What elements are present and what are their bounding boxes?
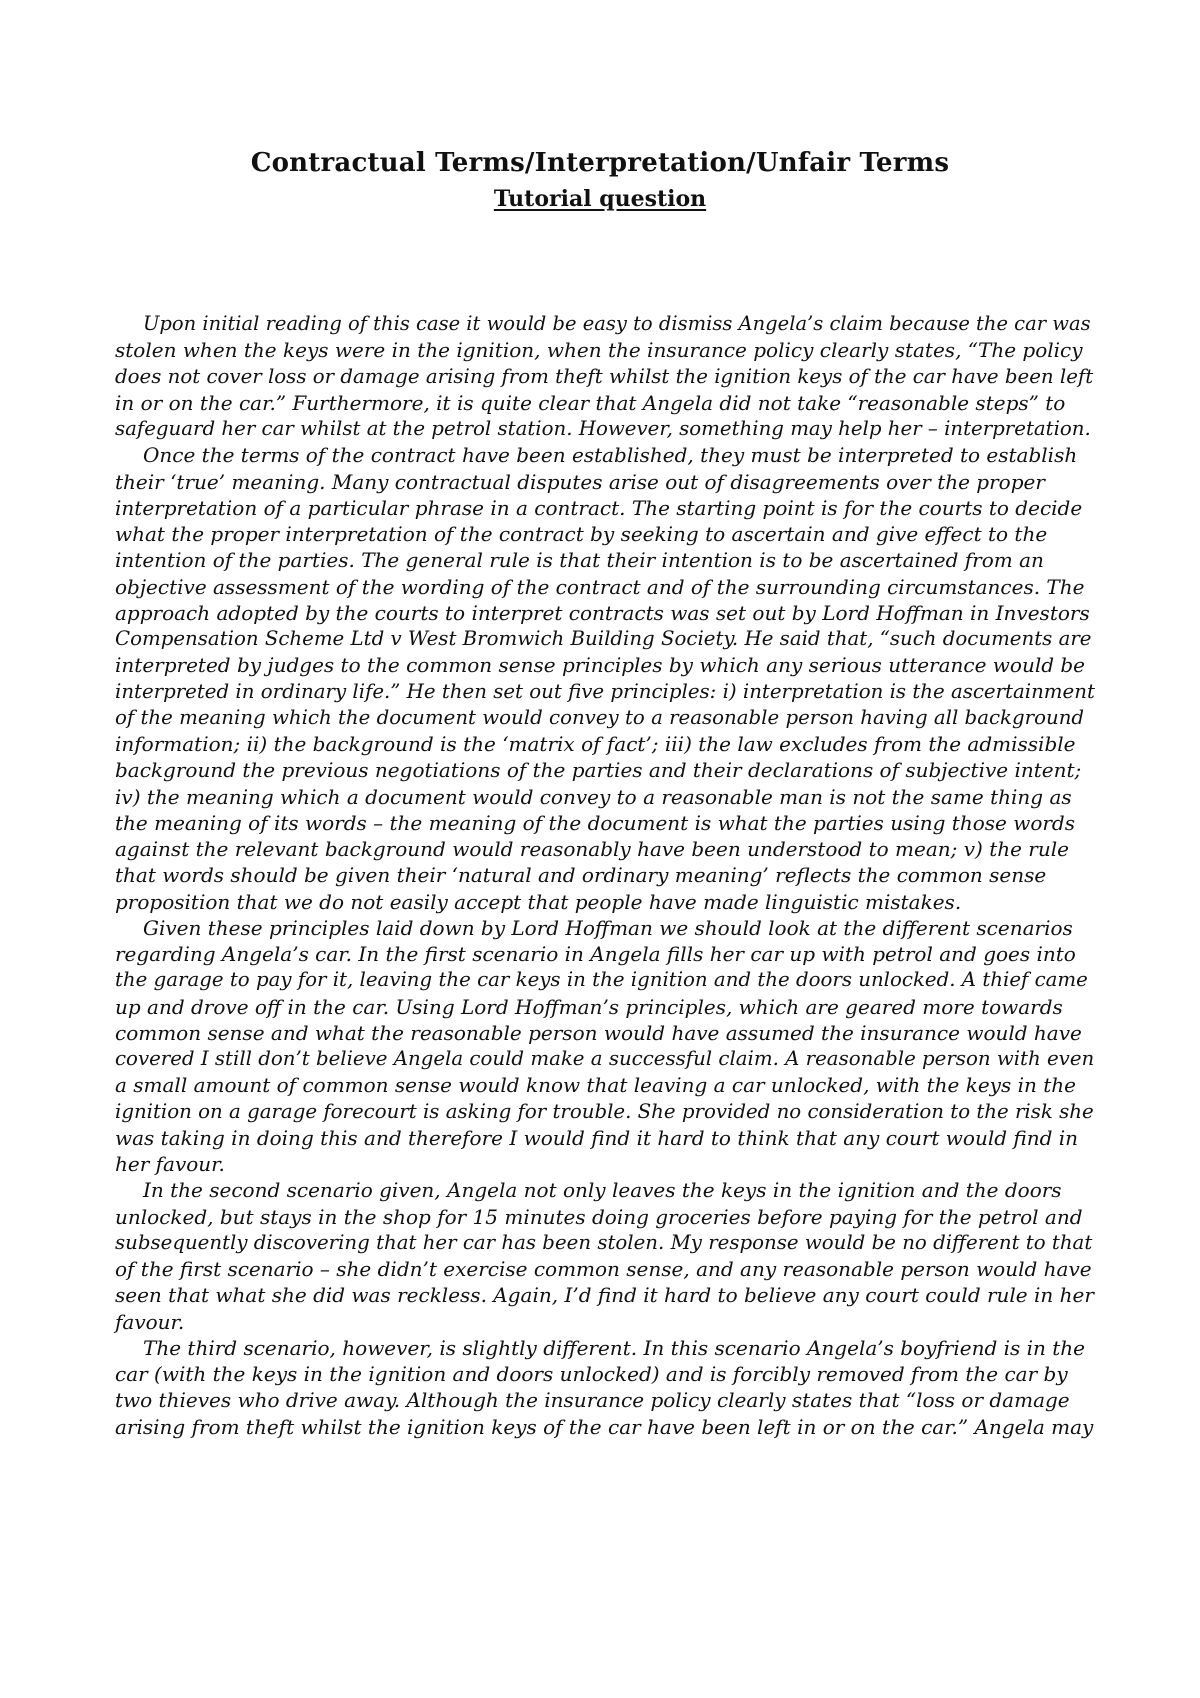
text-line: a small amount of common sense would know that leaving a car unlocked, with the keys in the [115,1073,1076,1098]
text-line: her favour. [115,1152,225,1176]
text-line: proposition that we do not easily accept that people have made linguistic mistakes. [115,889,962,914]
text-line: Compensation Scheme Ltd v West Bromwich Building Society. He said that, “such documents are [115,627,1092,650]
text-line: Once the terms of the contract have been established, they must be interpreted to establish [143,443,1078,468]
text-line: common sense and what the reasonable person would have assumed the insurance would have [115,1020,1082,1045]
text-line: unlocked, but stays in the shop for 15 minutes doing groceries before paying for the petrol and [115,1204,1083,1229]
text-line: arising from theft whilst the ignition keys of the car have been left in or on the car.” Angela may [115,1414,1094,1439]
text-line: iv) the meaning which a document would convey to a reasonable man is not the same thing as [115,784,1072,809]
text-line: two thieves who drive away. Although the insurance policy clearly states that “loss or damage [115,1388,1070,1413]
document-body [115,311,1095,1440]
text-line: up and drove off in the car. Using Lord Hoffman’s principles, which are geared more towards [115,994,1063,1019]
paragraph-5 [115,1335,1095,1440]
text-line: car (with the keys in the ignition and doors unlocked) and is forcibly removed from the car by [115,1362,1068,1386]
text-line: subsequently discovering that her car has been stolen. My response would be no different to that [115,1230,1093,1254]
text-line: In the second scenario given, Angela not only leaves the keys in the ignition and the doors [143,1178,1062,1203]
text-line: was taking in doing this and therefore I would find it hard to think that any court would find in [115,1125,1079,1150]
text-line: in or on the car.” Furthermore, it is quite clear that Angela did not take “reasonable steps” to [115,390,1066,415]
text-line: covered I still don’t believe Angela could make a successful claim. A reasonable person with even [115,1047,1095,1070]
paragraph-3 [115,915,1095,1178]
text-line: regarding Angela’s car. In the first scenario in Angela fills her car up with petrol and goes into [115,942,1076,966]
paragraph-2 [115,442,1095,915]
text-line: Upon initial reading of this case it would be easy to dismiss Angela’s claim because the car was [143,312,1091,335]
text-line: of the meaning which the document would convey to a reasonable person having all background [115,705,1085,729]
text-line: what the proper interpretation of the contract by seeking to ascertain and give effect to the [115,522,1048,546]
text-line: background the previous negotiations of the parties and their declarations of subjective intent; [115,758,1082,783]
document-subtitle: Tutorial question [493,186,707,212]
text-line: the meaning of its words – the meaning of the document is what the parties using those words [115,810,1075,835]
text-line: interpreted by judges to the common sense principles by which any serious utterance would be [115,653,1086,678]
paragraph-4 [115,1177,1095,1335]
text-line: Given these principles laid down by Lord Hoffman we should look at the different scenarios [143,915,1073,940]
text-line: against the relevant background would reasonably have been understood to mean; v) the rule [115,837,1069,861]
text-line: The third scenario, however, is slightly different. In this scenario Angela’s boyfriend is in the [143,1335,1086,1360]
text-line: information; ii) the background is the ‘matrix of fact’; iii) the law excludes from the admissible [115,732,1076,756]
paragraph-1 [115,311,1095,442]
text-line: the garage to pay for it, leaving the car keys in the ignition and the doors unlocked. A thief came [115,968,1088,992]
text-line: ignition on a garage forecourt is asking for trouble. She provided no consideration to the risk she [115,1099,1094,1123]
text-line: approach adopted by the courts to interpret contracts was set out by Lord Hoffman in Investors [115,600,1090,625]
text-line: safeguard her car whilst at the petrol station. However, something may help her – interpretation. [115,417,1091,440]
text-line: of the first scenario – she didn’t exercise common sense, and any reasonable person would have [115,1257,1092,1281]
text-line: favour. [115,1309,185,1334]
text-line: interpretation of a particular phrase in a contract. The starting point is for the courts to decide [115,495,1083,520]
text-line: stolen when the keys were in the ignition, when the insurance policy clearly states, “The policy [115,338,1083,363]
document-title: Contractual Terms/Interpretation/Unfair Terms [250,148,950,178]
text-line: intention of the parties. The general rule is that their intention is to be ascertained from an [115,548,1044,573]
text-line: does not cover loss or damage arising from theft whilst the ignition keys of the car have been left [115,364,1094,388]
text-line: objective assessment of the wording of the contract and of the surrounding circumstances. The [115,574,1085,599]
text-line: that words should be given their ‘natural and ordinary meaning’ reflects the common sense [115,863,1047,888]
text-line: seen that what she did was reckless. Again, I’d find it hard to believe any court could rule in her [115,1283,1094,1308]
text-line: interpreted in ordinary life.” He then set out five principles: i) interpretation is the ascertainment [115,679,1095,703]
text-line: their ‘true’ meaning. Many contractual disputes arise out of disagreements over the proper [115,469,1045,494]
